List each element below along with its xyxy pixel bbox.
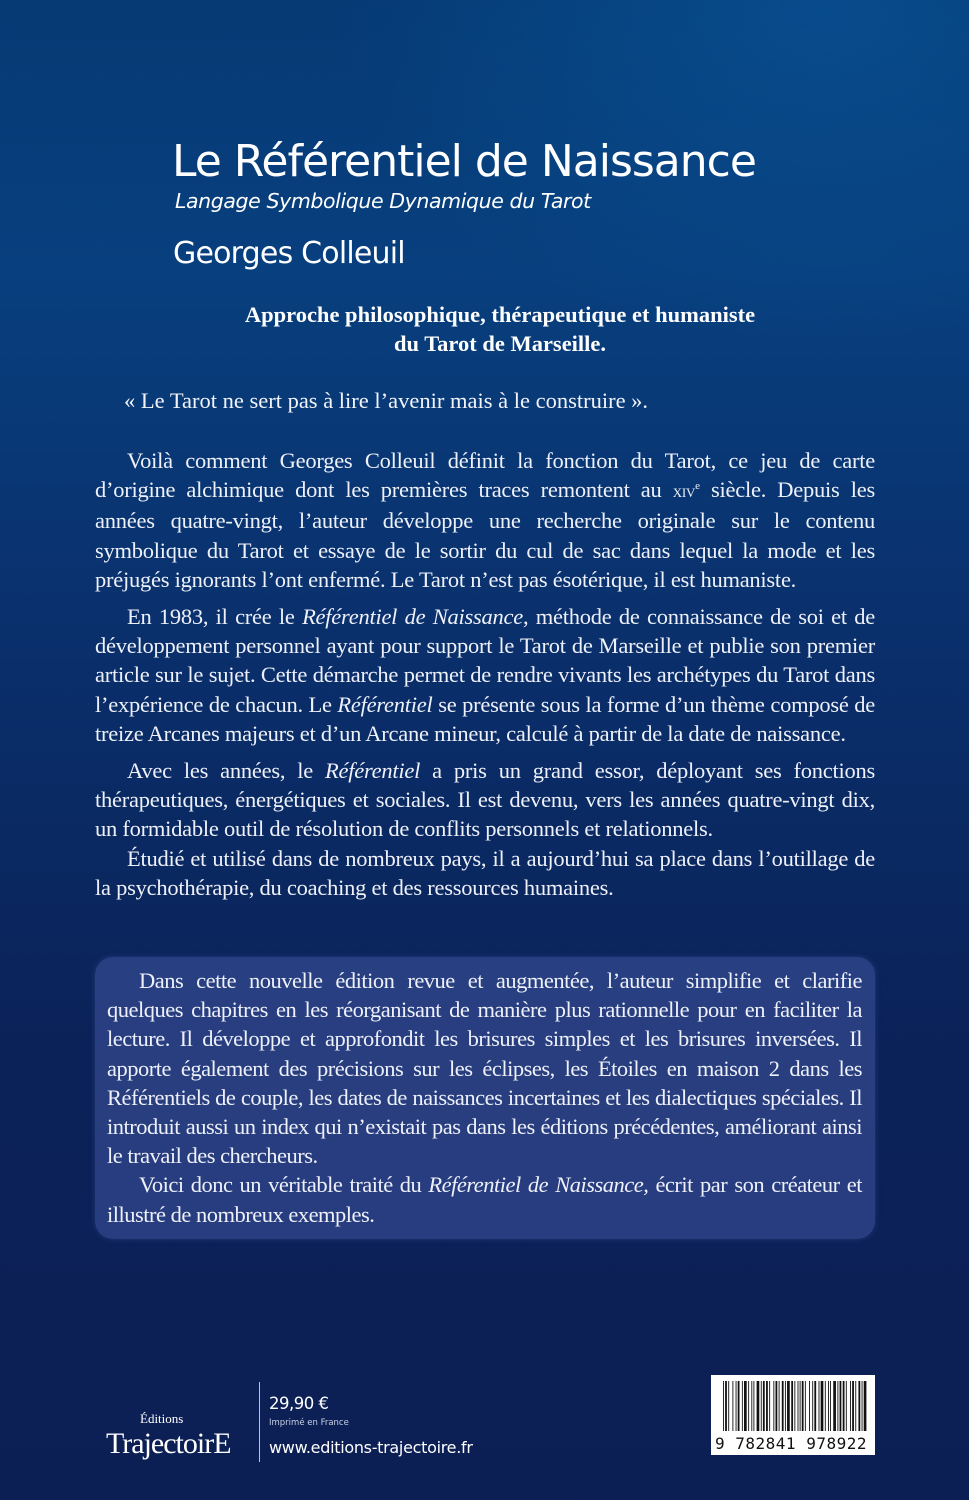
barcode-bar — [736, 1381, 737, 1431]
barcode-bar — [761, 1381, 762, 1431]
barcode-bar — [819, 1381, 820, 1431]
barcode-bar — [728, 1381, 729, 1431]
barcode-bar — [791, 1381, 793, 1431]
barcode-bar — [852, 1381, 854, 1431]
barcode-bar — [802, 1381, 804, 1431]
barcode-bar — [751, 1381, 752, 1431]
barcode-bar — [798, 1381, 799, 1431]
barcode-bar — [864, 1381, 867, 1431]
barcode-bar — [858, 1381, 860, 1431]
barcode-bar — [812, 1381, 813, 1431]
barcode-bar — [843, 1381, 845, 1431]
barcode-bar — [855, 1381, 856, 1431]
barcode-bar — [785, 1381, 786, 1431]
barcode-bar — [782, 1381, 784, 1431]
tagline-line-2: du Tarot de Marseille. — [393, 331, 607, 356]
book-subtitle: Langage Symbolique Dynamique du Tarot — [175, 189, 591, 213]
barcode-bar — [753, 1381, 754, 1431]
author-name: Georges Colleuil — [173, 236, 405, 271]
barcode-bar — [748, 1381, 749, 1431]
barcode-bar — [769, 1381, 770, 1431]
book-title: Le Référentiel de Naissance — [172, 136, 756, 187]
barcode-bar — [846, 1381, 847, 1431]
epigraph-quote: « Le Tarot ne sert pas à lire l’avenir mais à le construire ». — [124, 388, 649, 413]
footer-divider — [259, 1382, 260, 1462]
blurb-paragraph-4: Étudié et utilisé dans de nombreux pays, il a aujourd’hui sa place dans l’outillage de la psychothérapie, du coaching et des ressources humaines. — [95, 845, 875, 900]
barcode-bar — [833, 1381, 836, 1431]
printed-in: Imprimé en France — [269, 1418, 349, 1428]
barcode-bar — [837, 1381, 838, 1431]
barcode-bar — [763, 1381, 765, 1431]
barcode-bar — [773, 1381, 774, 1431]
tagline — [0, 300, 969, 358]
blurb-paragraph-1: Voilà comment Georges Colleuil définit la fonction du Tarot, ce jeu de carte d’origine alchimique dont les premières traces remontent au xiv$^e$ siècle. Depuis les années quatre-vingt, l’auteur développe une recherche originale sur le contenu symbolique du Tarot et essaye de le sortir du cul de sac dans lequel la mode et les préjugés ignorants l’ont enfermé. Le Tarot n’est pas ésotérique, il est humaniste. — [95, 448, 875, 592]
barcode-bar — [732, 1381, 733, 1431]
barcode-bar — [757, 1381, 760, 1431]
barcode-bar — [805, 1381, 806, 1431]
barcode-bar — [840, 1381, 842, 1431]
highlight-box-text — [107, 966, 862, 1229]
barcode-bar — [744, 1381, 747, 1431]
publisher-name: TrajectoirE — [106, 1427, 231, 1460]
barcode-bar — [779, 1381, 780, 1431]
barcode-bar — [723, 1381, 724, 1431]
barcode-bar — [814, 1381, 816, 1431]
highlight-paragraph-1: Dans cette nouvelle édition revue et augmentée, l’auteur simplifie et clarifie quelques chapitres en les réorganisant de manière plus rationnelle pour en faciliter la lecture. Il développe et approfondit les brisures simples et les brisures inversées. Il apporte également des précisions sur les éclipses, les Étoiles en maison 2 dans les Référentiels de couple, les dates de naissances incertaines et les dialectiques spéciales. Il introduit aussi un index qui n’existait pas dans les éditions précédentes, améliorant ainsi le travail des chercheurs. — [107, 968, 862, 1169]
highlight-paragraph-2: Voici donc un véritable traité du Référentiel de Naissance, écrit par son créateur et illustré de nombreux exemples. — [107, 1172, 863, 1227]
century-superscript: e — [695, 480, 700, 493]
barcode-bar — [794, 1381, 795, 1431]
barcode-bar — [738, 1381, 740, 1431]
publisher-logo — [106, 1412, 246, 1462]
blurb-paragraph-2: En 1983, il crée le Référentiel de Naissance, méthode de connaissance de soi et de développement personnel ayant pour support le Tarot de Marseille et publie son premier article sur le sujet. Cette démarche permet de rendre vivants les archétypes du Tarot dans l’expérience de chacun. Le Référentiel se présente sous la forme d’un thème composé de treize Arcanes majeurs et d’un Arcane mineur, calculé à partir de la date de naissance. — [95, 604, 876, 746]
tagline-line-1: Approche philosophique, thérapeutique et humaniste — [244, 302, 756, 327]
barcode-bar — [821, 1381, 824, 1431]
barcode-bar — [828, 1381, 829, 1431]
barcode-bar — [725, 1381, 727, 1431]
barcode-bar — [825, 1381, 826, 1431]
barcode-bar — [830, 1381, 831, 1431]
barcode-bar — [776, 1381, 778, 1431]
blurb-paragraph-3: Avec les années, le Référentiel a pris un grand essor, déployant ses fonctions thérapeutiques, énergétiques et sociales. Il est devenu, vers les années quatre-vingt dix, un formidable outil de résolution de conflits personnels et relationnels. — [95, 758, 875, 842]
blurb-body — [95, 446, 875, 902]
isbn-barcode — [711, 1375, 875, 1455]
barcode-bar — [742, 1381, 743, 1431]
isbn-number: 9 782841 978922 — [715, 1434, 873, 1453]
publisher-website: www.editions-trajectoire.fr — [269, 1438, 473, 1457]
price: 29,90 € — [269, 1394, 329, 1413]
barcode-bar — [862, 1381, 863, 1431]
barcode-bar — [787, 1381, 790, 1431]
century-numeral: xiv — [672, 481, 696, 503]
barcode-bar — [809, 1381, 810, 1431]
barcode-icon — [711, 1375, 875, 1433]
barcode-bar — [850, 1381, 851, 1431]
barcode-bar — [800, 1381, 801, 1431]
barcode-bar — [766, 1381, 768, 1431]
publisher-prefix: Éditions — [140, 1411, 184, 1426]
